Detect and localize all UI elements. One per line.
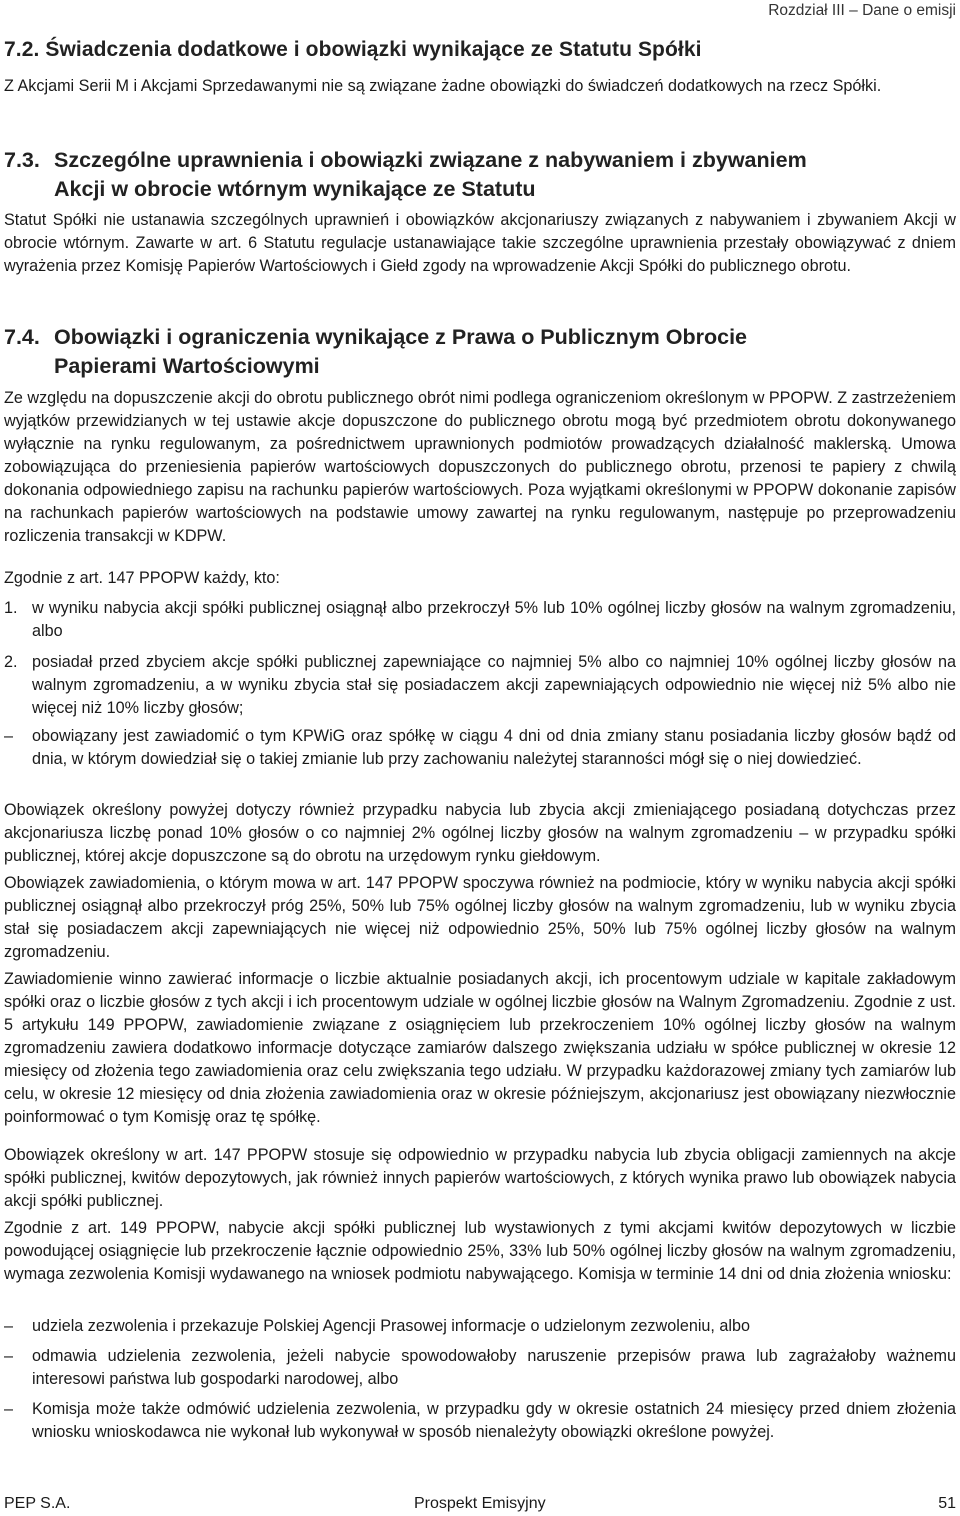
list-item bbox=[4, 1315, 956, 1338]
list-item-text: w wyniku nabycia akcji spółki publicznej osiągnął albo przekroczył 5% lub 10% ogólnej liczby głosów na walnym zgromadzeniu, albo bbox=[32, 599, 956, 640]
list-marker: 1. bbox=[4, 599, 18, 617]
list-item-text: Komisja może także odmówić udzielenia zezwolenia, w przypadku gdy w okresie ostatnich 24 miesięcy przed dniem złożenia wniosku wnioskodawca nie wykonał lub wykonywał w sposób nienależyty obowiązki określone powyżej. bbox=[32, 1400, 956, 1441]
section-7-4-number: 7.4. bbox=[4, 325, 40, 349]
section-7-3-number: 7.3. bbox=[4, 148, 40, 172]
list-item bbox=[4, 1398, 956, 1444]
page-number: 51 bbox=[938, 1495, 956, 1512]
section-7-4-paragraph-4: Obowiązek zawiadomienia, o którym mowa w art. 147 PPOPW spoczywa również na podmiocie, który w wyniku nabycia akcji spółki publicznej osiągnął albo przekroczył próg 25%, 50% lub 75% ogólnej liczby głosów na walnym zgromadzeniu, lub w wyniku zbycia stał się posiadaczem akcji zapewniających nie więcej niż odpowiednio 25%, 50% lub 75% ogólnej liczby głosów na walnym zgromadzeniu. bbox=[4, 874, 956, 961]
list-item bbox=[4, 597, 956, 643]
section-7-2-paragraph: Z Akcjami Serii M i Akcjami Sprzedawanymi nie są związane żadne obowiązki do świadczeń dodatkowych na rzecz Spółki. bbox=[4, 77, 882, 95]
footer-document-title: Prospekt Emisyjny bbox=[414, 1495, 546, 1512]
section-7-4-paragraph-6: Obowiązek określony w art. 147 PPOPW stosuje się odpowiednio w przypadku nabycia lub zbycia obligacji zamiennych na akcje spółki publicznej, kwitów depozytowych, jak również innych papierów wartościowych, z których wynika prawo lub obowiązek nabycia akcji spółki publicznej. bbox=[4, 1146, 956, 1210]
section-7-3-heading bbox=[4, 146, 807, 204]
section-7-3-title-line2: Akcji w obrocie wtórnym wynikające ze Statutu bbox=[54, 177, 536, 201]
section-7-4-paragraph-5: Zawiadomienie winno zawierać informacje o liczbie aktualnie posiadanych akcji, ich procentowym udziale w kapitale zakładowym spółki oraz o liczbie głosów z tych akcji i ich procentowym udziale w ogólnej liczbie głosów na Walnym Zgromadzeniu. Zgodnie z ust. 5 artykułu 149 PPOPW, zawiadomienie związane z osiągnięciem lub przekroczeniem 10% ogólnej liczby głosów na walnym zgromadzeniu zawiera dodatkowo informacje dotyczące zamiarów dalszego zwiększania udziału w spółce publicznej w okresie 12 miesięcy od złożenia tego zawiadomienia oraz celu zwiększania tego udziału. W przypadku każdorazowej zmiany tych zamiarów lub celu, w okresie 12 miesięcy od dnia złożenia zawiadomienia oraz w okresie późniejszym, akcjonariusz jest obowiązany niezwłocznie poinformować o tym Komisję oraz tę spółkę. bbox=[4, 970, 956, 1126]
list-item-text: odmawia udzielenia zezwolenia, jeżeli nabycie spowodowałoby naruszenie przepisów prawa lub zagrażałoby ważnemu interesowi państwa lub gospodarki narodowej, albo bbox=[32, 1347, 956, 1388]
section-7-4-paragraph-7: Zgodnie z art. 149 PPOPW, nabycie akcji spółki publicznej lub wystawionych z tymi akcjami kwitów depozytowych w liczbie powodującej osiągnięcie lub przekroczenie łącznie odpowiednio 25%, 33% lub 50% ogólnej liczby głosów na walnym zgromadzeniu, wymaga zezwolenia Komisji wydawanego na wniosek podmiotu nabywającego. Komisja w terminie 14 dni od dnia złożenia wniosku: bbox=[4, 1219, 956, 1283]
section-7-3-title-line1: Szczególne uprawnienia i obowiązki związane z nabywaniem i zbywaniem bbox=[54, 148, 807, 172]
section-7-4-title-line2: Papierami Wartościowymi bbox=[54, 354, 320, 378]
list-item bbox=[4, 725, 956, 771]
footer-company: PEP S.A. bbox=[4, 1495, 71, 1512]
list-item bbox=[4, 651, 956, 720]
section-7-2-heading: 7.2. Świadczenia dodatkowe i obowiązki wynikające ze Statutu Spółki bbox=[4, 38, 702, 61]
running-header: Rozdział III – Dane o emisji bbox=[768, 2, 956, 19]
list-marker: – bbox=[4, 727, 14, 745]
section-7-4-heading bbox=[4, 323, 747, 381]
list-item-text: posiadał przed zbyciem akcje spółki publicznej zapewniające co najmniej 5% albo co najmniej 10% ogólnej liczby głosów na walnym zgromadzeniu, a w wyniku zbycia stał się posiadaczem akcji zapewniających odpowiednio nie więcej niż 5% albo nie więcej niż 10% liczby głosów; bbox=[32, 653, 956, 717]
section-7-3-paragraph: Statut Spółki nie ustanawia szczególnych uprawnień i obowiązków akcjonariuszy związanych z nabywaniem i zbywaniem Akcji w obrocie wtórnym. Zawarte w art. 6 Statutu regulacje ustanawiające takie szczególne uprawnienia przestały obowiązywać z dniem wyrażenia przez Komisję Papierów Wartościowych i Giełd zgody na wprowadzenie Akcji Spółki do publicznego obrotu. bbox=[4, 211, 956, 275]
section-7-4-paragraph-2: Zgodnie z art. 147 PPOPW każdy, kto: bbox=[4, 569, 280, 587]
list-marker: – bbox=[4, 1347, 14, 1365]
list-item-text: udziela zezwolenia i przekazuje Polskiej Agencji Prasowej informacje o udzielonym zezwoleniu, albo bbox=[32, 1317, 751, 1335]
list-marker: – bbox=[4, 1400, 14, 1418]
list-item-text: obowiązany jest zawiadomić o tym KPWiG oraz spółkę w ciągu 4 dni od dnia zmiany stanu posiadania liczby głosów bądź od dnia, w którym dowiedział się o takiej zmianie lub przy zachowaniu należytej staranności mógł się o niej dowiedzieć. bbox=[32, 727, 956, 768]
list-marker: – bbox=[4, 1317, 14, 1335]
list-marker: 2. bbox=[4, 653, 18, 671]
list-item bbox=[4, 1345, 956, 1391]
section-7-4-paragraph-1: Ze względu na dopuszczenie akcji do obrotu publicznego obrót nimi podlega ograniczeniom określonym w PPOPW. Z zastrzeżeniem wyjątków przewidzianych w tej ustawie akcje dopuszczone do publicznego obrotu mogą być przedmiotem obrotu dokonywanego wyłącznie na rynku regulowanym, za pośrednictwem uprawnionych podmiotów prowadzących działalność maklerską. Umowa zobowiązująca do przeniesienia papierów wartościowych dopuszczonych do publicznego obrotu, przenosi te papiery z chwilą dokonania odpowiedniego zapisu na rachunku papierów wartościowych. Poza wyjątkami określonymi w PPOPW dokonanie zapisów na rachunkach papierów wartościowych na podstawie umowy zawartej na rynku regulowanym, następuje po przeprowadzeniu rozliczenia transakcji w KDPW. bbox=[4, 389, 956, 545]
section-7-4-paragraph-3: Obowiązek określony powyżej dotyczy również przypadku nabycia lub zbycia akcji zmieniającego posiadaną dotychczas przez akcjonariusza liczbę ponad 10% głosów o co najmniej 2% ogólnej liczby głosów na walnym zgromadzeniu – w przypadku spółki publicznej, której akcje dopuszczone są do obrotu na urzędowym rynku giełdowym. bbox=[4, 801, 956, 865]
section-7-4-title-line1: Obowiązki i ograniczenia wynikające z Prawa o Publicznym Obrocie bbox=[54, 325, 747, 349]
